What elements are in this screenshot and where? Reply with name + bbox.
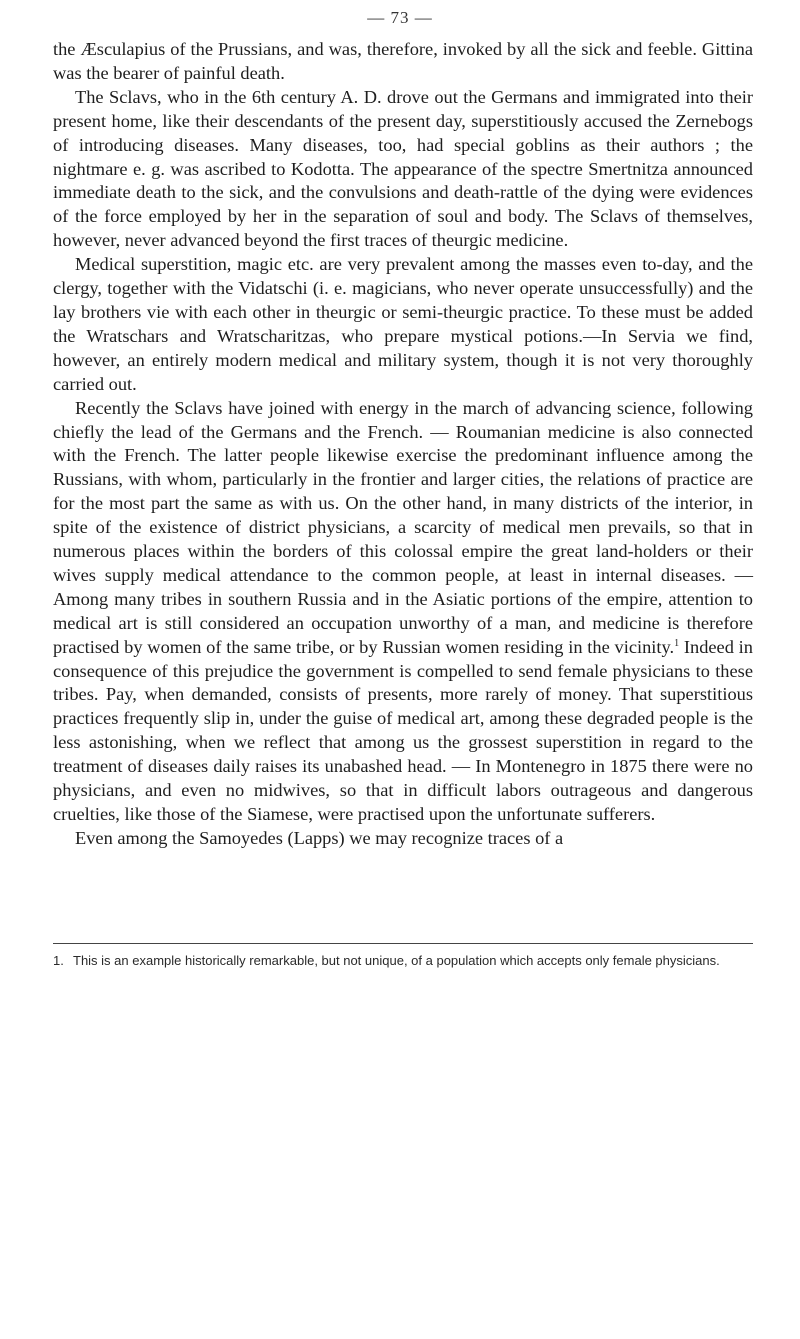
paragraph-4-text: Recently the Sclavs have joined with energy in the march of advancing science, following chiefly the lead of the Germans and the French. — Roumanian medicine is also connected with the French. The latter people likewise exercise the predominant influence among the Russians, with whom, particularly in the frontier and larger cities, the relations of practice are for the most part the same as with us. On the other hand, in many districts of the interior, in spite of the existence of district physicians, a scarcity of medical men prevails, so that in numerous places within the borders of this colossal empire the great land-holders or their wives supply medical attendance to the common people, at least in internal diseases. — Among many tribes in southern Russia and in the Asiatic portions of the empire, attention to medical art is still considered an occupation unworthy of a man, and medicine is therefore practised by women of the same tribe, or by Russian women residing in the vicinity.: [53, 397, 753, 657]
body-text: [53, 38, 753, 851]
paragraph-3: Medical superstition, magic etc. are very prevalent among the masses even to-day, and the clergy, together with the Vidatschi (i. e. magicians, who never operate unsuccessfully) and the lay brothers vie with each other in theurgic or semi-theurgic practice. To these must be added the Wratschars and Wratscharitzas, who prepare mystical potions.—In Servia we find, however, an entirely modern medical and military system, though it is not very thoroughly carried out.: [53, 254, 753, 394]
paragraph-5: Even among the Samoyedes (Lapps) we may recognize traces of a: [75, 827, 564, 848]
footnote-marker: 1.: [53, 953, 64, 968]
footnote-text: This is an example historically remarkable, but not unique, of a population which accepts only female physicians.: [73, 953, 720, 968]
footnote-divider: [53, 943, 753, 944]
paragraph-4: [53, 397, 753, 827]
paragraph-2: The Sclavs, who in the 6th century A. D. drove out the Germans and immigrated into their present home, like their descendants of the present day, superstitiously accused the Zernebogs of introducing diseases. Many diseases, too, had special goblins as their authors ; the nightmare e. g. was ascribed to Kodotta. The appearance of the spectre Smertnitza announced immediate death to the sick, and the convulsions and death-rattle of the dying were evidences of the force employed by her in the separation of soul and body. The Sclavs of themselves, however, never advanced beyond the first traces of theurgic medicine.: [53, 86, 753, 251]
footnote-reference: 1: [674, 637, 680, 649]
paragraph-4-continued: Indeed in consequence of this prejudice the government is compelled to send female physicians to these tribes. Pay, when demanded, consists of presents, more rarely of money. That superstitious practices frequently slip in, under the guise of medical art, among these degraded people is the less astonishing, when we reflect that among us the grossest superstition in regard to the treatment of diseases daily raises its unabashed head. — In Montenegro in 1875 there were no physicians, and even no midwives, so that in difficult labors outrageous and dangerous cruelties, like those of the Siamese, were practised upon the unfortunate sufferers.: [53, 636, 753, 824]
paragraph-1: the Æsculapius of the Prussians, and was, therefore, invoked by all the sick and feeble. Gittina was the bearer of painful death.: [53, 39, 753, 83]
page-number: — 73 —: [367, 8, 433, 27]
footnote: [53, 952, 753, 970]
